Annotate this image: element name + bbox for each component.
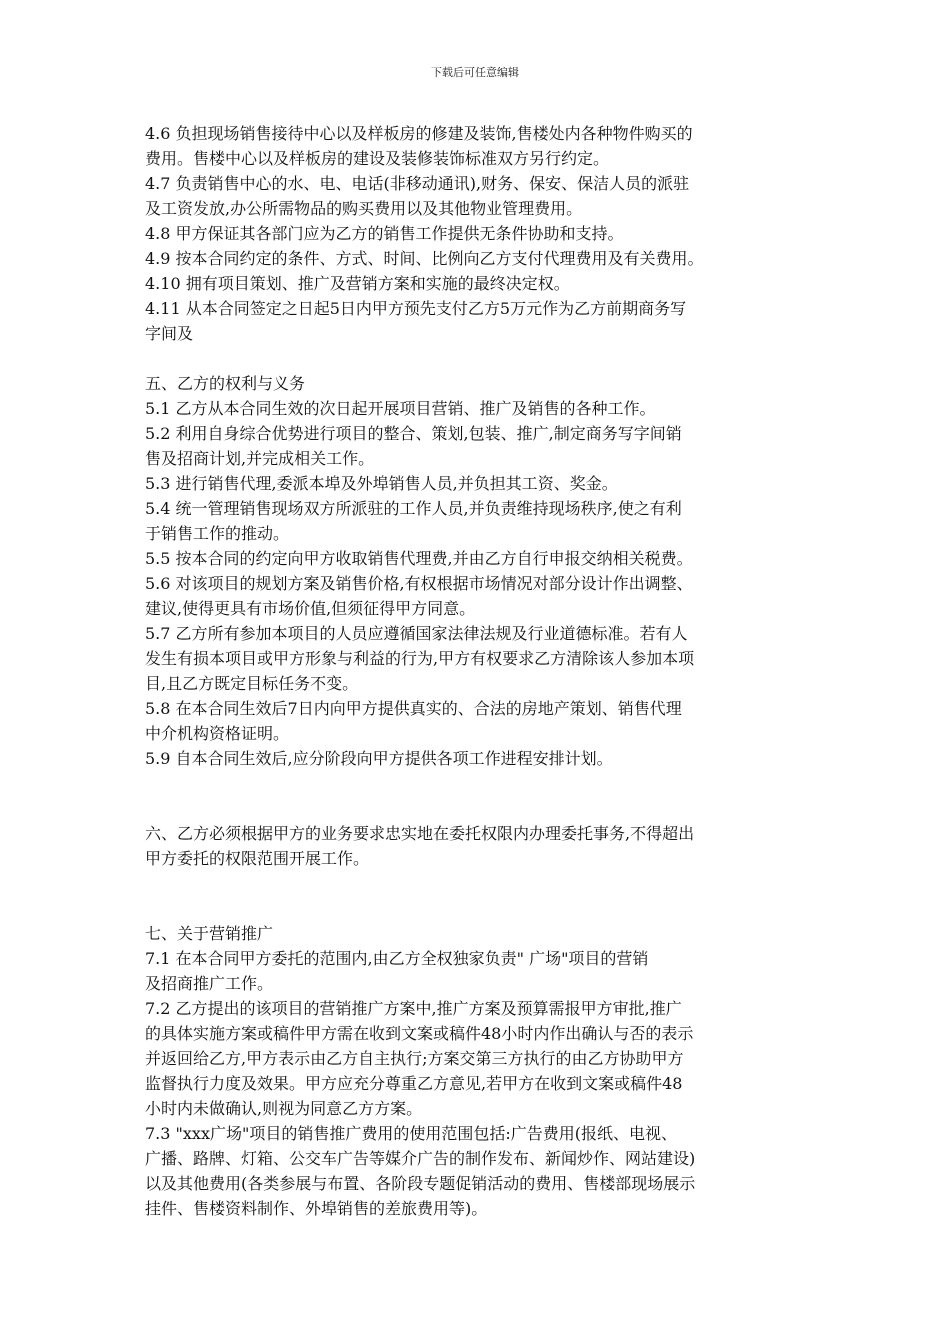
clause-line: 小时内未做确认,则视为同意乙方方案。 (145, 1099, 423, 1118)
clause-line: 5.3 进行销售代理,委派本埠及外埠销售人员,并负担其工资、奖金。 (145, 474, 618, 493)
paragraph-spacer (145, 771, 810, 821)
clause-line: 7.3 "xxx广场"项目的销售推广费用的使用范围包括:广告费用(报纸、电视、 (145, 1124, 677, 1143)
clause-line: 及招商推广工作。 (145, 974, 274, 993)
clause-line: 5.4 统一管理销售现场双方所派驻的工作人员,并负责维持现场秩序,使之有利 (145, 499, 682, 518)
clause-line: 字间及 (145, 324, 194, 343)
clause-line: 5.2 利用自身综合优势进行项目的整合、策划,包装、推广,制定商务写字间销 (145, 424, 682, 443)
clause-line: 4.6 负担现场销售接待中心以及样板房的修建及装饰,售楼处内各种物件购买的 (145, 124, 693, 143)
clause-line: 发生有损本项目或甲方形象与利益的行为,甲方有权要求乙方清除该人参加本项 (145, 649, 695, 668)
paragraph-spacer (145, 871, 810, 921)
section-title: 七、关于营销推广 (145, 924, 274, 943)
clause-line: 的具体实施方案或稿件甲方需在收到文案或稿件48小时内作出确认与否的表示 (145, 1024, 694, 1043)
section-paragraph-line: 六、乙方必须根据甲方的业务要求忠实地在委托权限内办理委托事务,不得超出 (145, 824, 695, 843)
clause-line: 4.10 拥有项目策划、推广及营销方案和实施的最终决定权。 (145, 274, 570, 293)
clause-line: 售及招商计划,并完成相关工作。 (145, 449, 375, 468)
clause-line: 建议,使得更具有市场价值,但须征得甲方同意。 (145, 599, 476, 618)
clause-line: 5.5 按本合同的约定向甲方收取销售代理费,并由乙方自行申报交纳相关税费。 (145, 549, 693, 568)
clause-line: 5.7 乙方所有参加本项目的人员应遵循国家法律法规及行业道德标准。若有人 (145, 624, 688, 643)
clause-line: 并返回给乙方,甲方表示由乙方自主执行;方案交第三方执行的由乙方协助甲方 (145, 1049, 684, 1068)
clause-line: 5.8 在本合同生效后7日内向甲方提供真实的、合法的房地产策划、销售代理 (145, 699, 682, 718)
clause-line: 5.1 乙方从本合同生效的次日起开展项目营销、推广及销售的各种工作。 (145, 399, 656, 418)
section-title: 五、乙方的权利与义务 (145, 374, 306, 393)
clause-line: 7.1 在本合同甲方委托的范围内,由乙方全权独家负责" 广场"项目的营销 (145, 949, 649, 968)
paragraph-spacer (145, 346, 810, 371)
clause-line: 中介机构资格证明。 (145, 724, 290, 743)
clause-line: 于销售工作的推动。 (145, 524, 290, 543)
clause-line: 4.8 甲方保证其各部门应为乙方的销售工作提供无条件协助和支持。 (145, 224, 624, 243)
clause-line: 费用。售楼中心以及样板房的建设及装修装饰标准双方另行约定。 (145, 149, 610, 168)
page-header: 下载后可任意编辑 (431, 66, 519, 79)
clause-line: 目,且乙方既定目标任务不变。 (145, 674, 359, 693)
clause-line: 挂件、售楼资料制作、外埠销售的差旅费用等)。 (145, 1199, 488, 1218)
clause-line: 4.7 负责销售中心的水、电、电话(非移动通讯),财务、保安、保洁人员的派驻 (145, 174, 690, 193)
document-body (145, 121, 810, 1221)
clause-line: 5.9 自本合同生效后,应分阶段向甲方提供各项工作进程安排计划。 (145, 749, 613, 768)
clause-line: 以及其他费用(各类参展与布置、各阶段专题促销活动的费用、售楼部现场展示 (145, 1174, 696, 1193)
section-paragraph-line: 甲方委托的权限范围开展工作。 (145, 849, 370, 868)
clause-line: 及工资发放,办公所需物品的购买费用以及其他物业管理费用。 (145, 199, 583, 218)
clause-line: 4.11 从本合同签定之日起5日内甲方预先支付乙方5万元作为乙方前期商务写 (145, 299, 687, 318)
clause-line: 7.2 乙方提出的该项目的营销推广方案中,推广方案及预算需报甲方审批,推广 (145, 999, 682, 1018)
clause-line: 5.6 对该项目的规划方案及销售价格,有权根据市场情况对部分设计作出调整、 (145, 574, 693, 593)
clause-line: 4.9 按本合同约定的条件、方式、时间、比例向乙方支付代理费用及有关费用。 (145, 249, 704, 268)
clause-line: 监督执行力度及效果。甲方应充分尊重乙方意见,若甲方在收到文案或稿件48 (145, 1074, 683, 1093)
clause-line: 广播、路牌、灯箱、公交车广告等媒介广告的制作发布、新闻炒作、网站建设) (145, 1149, 696, 1168)
